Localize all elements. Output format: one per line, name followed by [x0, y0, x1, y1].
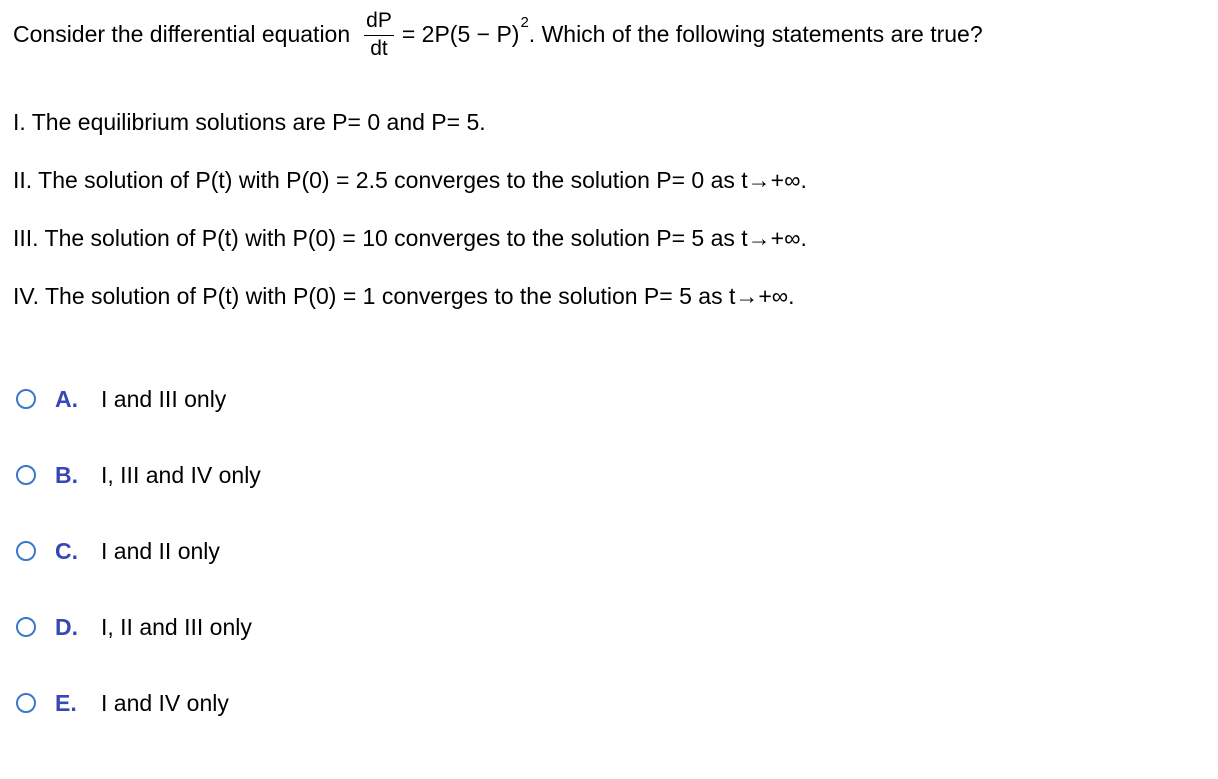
radio-button[interactable] [16, 541, 36, 561]
question-prefix: Consider the differential equation [13, 21, 351, 47]
choice-text: I and III only [101, 385, 227, 412]
choice-b[interactable] [16, 461, 261, 489]
choice-text: I and II only [101, 537, 220, 564]
equation-rhs: = 2P(5 − P) [401, 21, 520, 47]
choice-d[interactable] [16, 613, 252, 641]
choice-letter: C. [55, 537, 78, 564]
fraction-denominator: dt [370, 37, 388, 60]
choice-letter: E. [55, 689, 77, 716]
statement-2: II. The solution of P(t) with P(0) = 2.5 converges to the solution P= 0 as t→+∞. [13, 167, 807, 193]
choice-letter: A. [55, 385, 78, 412]
statement-4: IV. The solution of P(t) with P(0) = 1 converges to the solution P= 5 as t→+∞. [13, 283, 795, 309]
choice-letter: B. [55, 461, 78, 488]
radio-button[interactable] [16, 389, 36, 409]
statement-1: I. The equilibrium solutions are P= 0 and P= 5. [13, 109, 486, 135]
statement-3: III. The solution of P(t) with P(0) = 10 converges to the solution P= 5 as t→+∞. [13, 225, 807, 251]
choice-c[interactable] [16, 537, 220, 565]
choice-a[interactable] [16, 385, 226, 413]
choice-e[interactable] [16, 689, 229, 717]
radio-button[interactable] [16, 617, 36, 637]
choice-letter: D. [55, 613, 78, 640]
exponent: 2 [520, 14, 529, 31]
question-text [13, 10, 983, 59]
derivative-fraction [364, 10, 394, 59]
question-suffix: . Which of the following statements are true? [528, 21, 983, 47]
choice-text: I, II and III only [101, 613, 252, 640]
choice-text: I, III and IV only [101, 461, 261, 488]
radio-button[interactable] [16, 693, 36, 713]
fraction-numerator: dP [364, 10, 394, 36]
choice-text: I and IV only [101, 689, 229, 716]
radio-button[interactable] [16, 465, 36, 485]
